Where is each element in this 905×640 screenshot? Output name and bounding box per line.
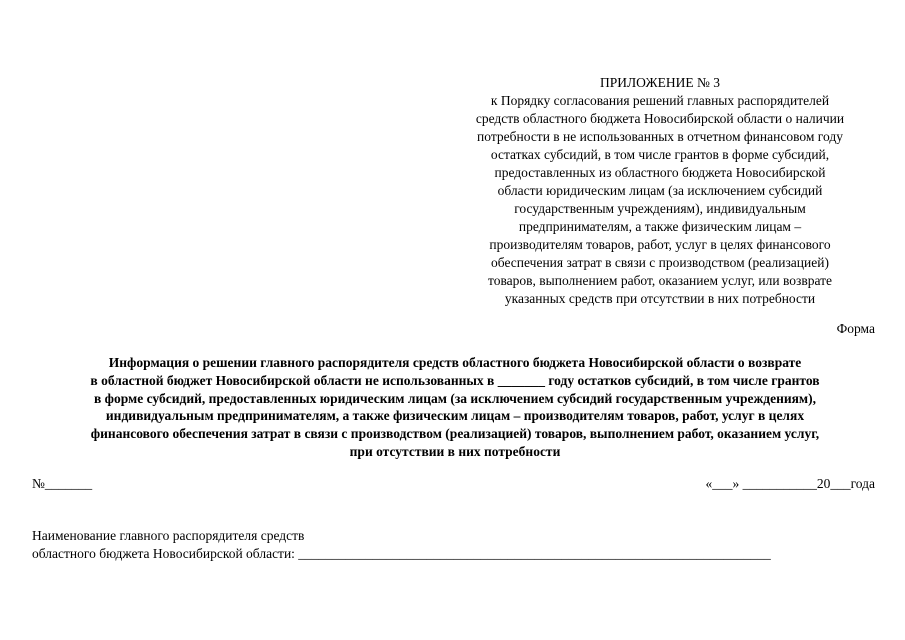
document-title-line: при отсутствии в них потребности <box>349 443 561 459</box>
appendix-line: к Порядку согласования решений главных распорядителей <box>490 93 830 108</box>
appendix-line: производителям товаров, работ, услуг в целях финансового <box>489 237 831 252</box>
appendix-line: области юридическим лицам (за исключением субсидий <box>497 183 823 198</box>
document-title-line: индивидуальным предпринимателям, а также физическим лицам – производителям товаров, работ, услуг в целях <box>105 408 805 424</box>
appendix-line: потребности в не использованных в отчетном финансовом году <box>477 129 843 144</box>
distributor-name-label: Наименование главного распорядителя средств <box>32 528 305 543</box>
document-title-line: в форме субсидий, предоставленных юридическим лицам (за исключением субсидий государственным учреждениям), <box>93 390 816 406</box>
document-number-field: №_______ <box>32 476 93 491</box>
appendix-line: обеспечения затрат в связи с производством (реализацией) <box>491 255 829 270</box>
appendix-line: товаров, выполнением работ, оказанием услуг, или возврате <box>487 273 832 288</box>
document-title-line: в областной бюджет Новосибирской области не использованных в _______ году остатков субсидий, в том числе грантов <box>90 372 820 388</box>
document-title-line: финансового обеспечения затрат в связи с производством (реализацией) товаров, выполнением работ, оказанием услуг, <box>90 426 820 442</box>
distributor-name-line: областного бюджета Новосибирской области: ______________________________________________________________________ <box>32 546 771 561</box>
document-title-line: Информация о решении главного распорядителя средств областного бюджета Новосибирской области о возврате <box>108 355 802 370</box>
appendix-line: указанных средств при отсутствии в них потребности <box>504 291 816 306</box>
form-label: Форма <box>836 321 875 336</box>
appendix-header <box>430 74 890 308</box>
appendix-title: ПРИЛОЖЕНИЕ № 3 <box>599 75 721 90</box>
document-date-field: «___» ___________20___года <box>705 476 875 491</box>
appendix-line: государственным учреждениям), индивидуальным <box>514 201 806 216</box>
appendix-line: остатках субсидий, в том числе грантов в форме субсидий, <box>490 147 830 162</box>
document-title <box>20 354 890 461</box>
appendix-line: средств областного бюджета Новосибирской области о наличии <box>475 111 845 126</box>
appendix-line: предоставленных из областного бюджета Новосибирской <box>494 165 826 180</box>
appendix-line: предпринимателям, а также физическим лицам – <box>518 219 802 234</box>
distributor-name-field <box>32 527 771 563</box>
